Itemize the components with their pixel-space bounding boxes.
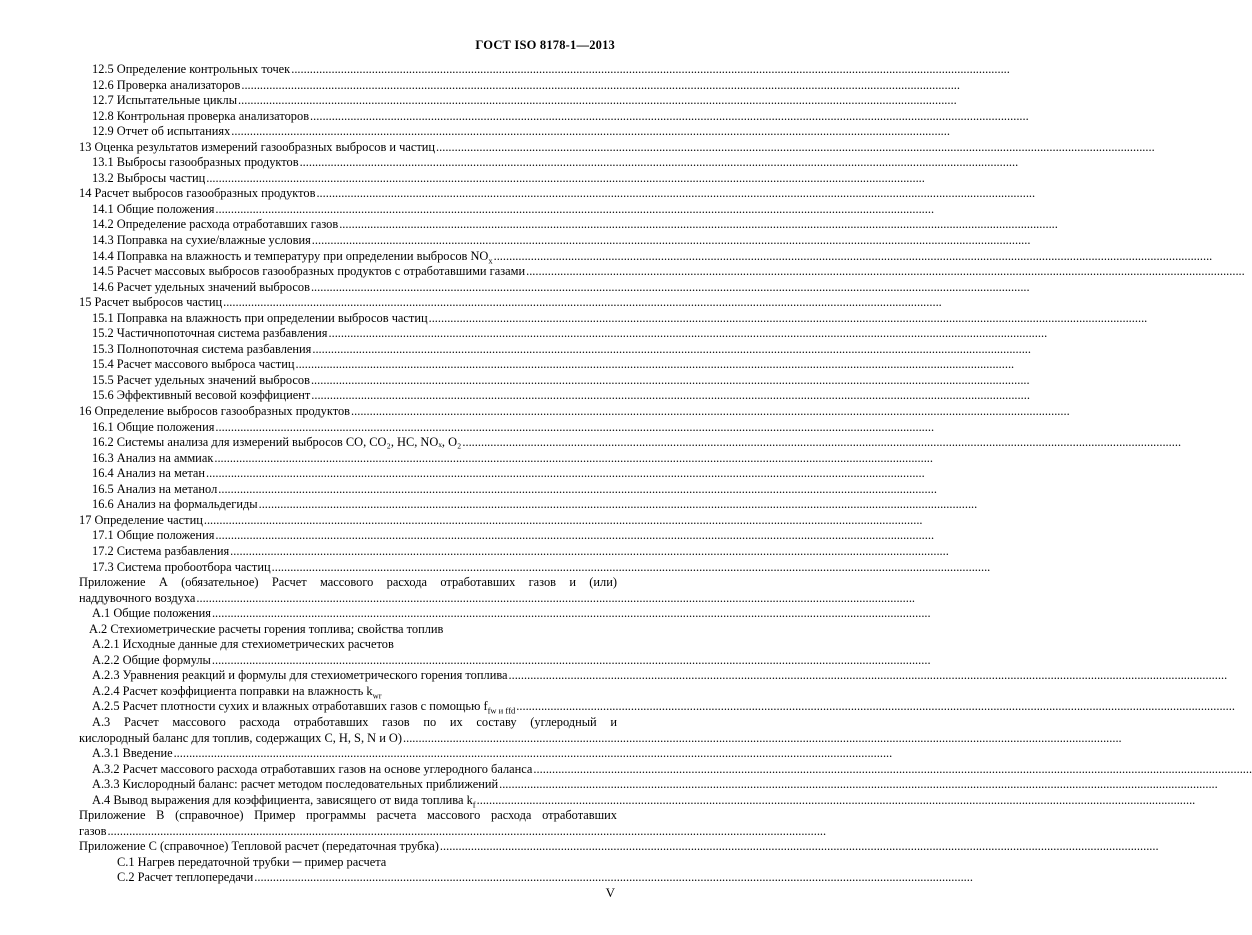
toc-entry-label: А.4 Вывод выражения для коэффициента, зависящего от вида топлива k [92,792,473,807]
toc-entry-text: 14.3 Поправка на сухие/влажные условия [92,233,311,248]
toc-entry-text: 17.2 Система разбавления [92,543,230,558]
toc-leader-dots [300,155,1019,171]
toc-leader-dots [509,668,1228,684]
toc-leader-dots [272,560,991,576]
toc-entry[interactable] [79,357,617,373]
toc-entry-text: 14.5 Расчет массовых выбросов газообразных продуктов с отработавшими газами [92,264,526,279]
toc-entry-text: 14.6 Расчет удельных значений выбросов [92,279,310,294]
toc-leader-dots [223,295,942,311]
toc-entry[interactable] [79,155,617,171]
toc-entry[interactable] [79,186,617,202]
toc-entry[interactable] [79,140,617,156]
toc-entry-text: 14.2 Определение расхода отработавших газов [92,217,339,232]
subscript: x [488,255,493,266]
toc-entry[interactable]: А.2 Стехиометрические расчеты горения топлива; свойства топлив [89,621,444,636]
toc-entry-text: 16.2 Системы анализа для измерений выбросов CO, CO₂, HC, NOₓ, O₂ [92,435,462,450]
toc-leader-dots [494,249,1213,265]
toc-entry-text: газов [79,823,107,838]
toc-entry[interactable] [79,824,617,840]
toc-entry[interactable]: А.2.1 Исходные данные для стехиометрических расчетов [92,637,394,652]
toc-entry-text: 15 Расчет выбросов частиц [79,295,223,310]
toc-leader-dots [204,513,923,529]
subscript: wr [372,690,382,701]
toc-entry-text: А.3.3 Кислородный баланс: расчет методом последовательных приближений [92,777,499,792]
toc-entry[interactable] [79,606,617,622]
toc-leader-dots [311,280,1030,296]
toc-leader-dots [215,528,934,544]
toc-leader-dots [436,140,1155,156]
toc-entry[interactable] [79,124,617,140]
toc-leader-dots [477,793,1196,809]
toc-entry[interactable] [79,93,617,109]
toc-leader-dots [212,606,931,622]
toc-leader-dots [206,171,925,187]
toc-entry[interactable] [79,373,617,389]
toc-entry-text: 16.3 Анализ на аммиак [92,450,214,465]
toc-entry-text: 14.1 Общие положения [92,201,215,216]
toc-leader-dots [295,357,1014,373]
toc-leader-dots [215,202,934,218]
toc-leader-dots [107,824,826,840]
toc-entry-text [92,249,493,265]
toc-leader-dots [259,497,978,513]
toc-entry[interactable] [79,435,617,451]
toc-entry-text: 12.6 Проверка анализаторов [92,77,241,92]
toc-entry-text: 12.5 Определение контрольных точек [92,62,291,76]
toc-entry-text: 15.1 Поправка на влажность при определении выбросов частиц [92,310,428,325]
toc-entry[interactable] [79,528,617,544]
toc-entry-text: 13.1 Выбросы газообразных продуктов [92,155,299,170]
toc-leader-dots [231,124,950,140]
toc-entry-text: наддувочного воздуха [79,590,196,605]
toc-entry-text: С.2 Расчет теплопередачи [117,870,254,885]
toc-entry-text: 15.4 Расчет массового выброса частиц [92,357,295,372]
subscript: fw и f [487,705,509,716]
toc-entry-text: 14 Расчет выбросов газообразных продуктов [79,186,316,201]
toc-entry-text: А.2.4 Расчет коэффициента поправки на влажность k [92,683,373,698]
toc-entry-text: 17 Определение частиц [79,512,203,527]
toc-entry-text: 17.1 Общие положения [92,528,215,543]
toc-leader-dots [212,653,931,669]
toc-entry[interactable] [79,109,617,125]
toc-entry[interactable] [79,264,617,280]
document-header: ГОСТ ISO 8178-1—2013 [475,38,615,52]
toc-leader-dots [312,233,1031,249]
toc-entry[interactable] [79,591,617,607]
toc-entry[interactable] [79,466,617,482]
toc-entry[interactable] [79,420,617,436]
toc-entry-text: 15.5 Расчет удельных значений выбросов [92,372,310,387]
toc-entry[interactable] [79,746,617,762]
toc-leader-dots [311,373,1030,389]
toc-leader-dots [196,591,915,607]
toc-entry[interactable]: С.1 Нагрев передаточной трубки ─ пример расчета [117,854,387,869]
appendix-a-title[interactable]: Приложение А (обязательное) Расчет массового расхода отработавших газов и (или) [79,575,617,590]
toc-entry[interactable] [79,280,617,296]
toc-entry-text: 16.4 Анализ на метан [92,466,206,481]
toc-leader-dots [429,311,1148,327]
toc-leader-dots [238,93,957,109]
toc-leader-dots [329,326,1048,342]
toc-entry-text: 13 Оценка результатов измерений газообразных выбросов и частиц [79,139,436,154]
toc-entry-text: Приложение С (справочное) Тепловой расчет (передаточная трубка) [79,839,439,854]
toc-entry-text: А.1 Общие положения [92,606,211,621]
toc-leader-dots [516,699,1235,715]
toc-entry[interactable] [79,482,617,498]
toc-entry[interactable] [79,684,617,700]
appendix-b-title[interactable]: Приложение В (справочное) Пример программы расчета массового расхода отработавших [79,808,617,823]
toc-entry-text: А.2.2 Общие формулы [92,652,211,667]
toc-leader-dots [440,839,1159,855]
toc-entry[interactable] [79,544,617,560]
toc-entry[interactable] [79,731,617,747]
toc-leader-dots [403,731,1122,747]
toc-leader-dots [462,435,1181,451]
toc-entry-text: 16.1 Общие положения [92,419,215,434]
toc-entry-label: А.2.5 Расчет плотности сухих и влажных отработавших газов с помощью f [92,699,488,714]
toc-entry-text: 17.3 Система пробоотбора частиц [92,559,271,574]
toc-leader-dots [339,217,1058,233]
toc-entry-text: 15.3 Полнопоточная система разбавления [92,341,312,356]
toc-entry[interactable] [79,668,617,684]
toc-leader-dots [218,482,937,498]
toc-entry-text: 16.6 Анализ на формальдегиды [92,497,258,512]
toc-entry-label: 14.4 Поправка на влажность и температуру при определении выбросов NO [92,248,489,263]
toc-entry[interactable] [79,249,617,265]
toc-leader-dots [351,404,1070,420]
toc-leader-dots [241,78,960,94]
toc-entry[interactable] [79,202,617,218]
toc-leader-dots [215,420,934,436]
toc-leader-dots [499,777,1218,793]
appendix-c-title[interactable] [79,839,617,855]
toc-leader-dots [311,388,1030,404]
toc-entry[interactable] [79,388,617,404]
toc-entry[interactable] [79,870,617,886]
toc-entry[interactable] [79,311,617,327]
toc-entry[interactable] [79,451,617,467]
toc-entry-text: 12.9 Отчет об испытаниях [92,124,231,139]
toc-entry-text: 16 Определение выбросов газообразных продуктов [79,404,351,419]
toc-entry[interactable] [79,62,617,78]
toc-entry-text: 15.2 Частичнопоточная система разбавления [92,326,328,341]
toc-entry[interactable] [79,560,617,576]
toc-entry-a3[interactable]: А.3 Расчет массового расхода отработавших газов по их составу (углеродный и [92,714,617,729]
toc-entry[interactable] [79,295,617,311]
toc-leader-dots [174,746,893,762]
toc-entry[interactable] [79,217,617,233]
subscript: fd [508,705,516,716]
toc-entry-text: 16.5 Анализ на метанол [92,481,218,496]
toc-entry[interactable] [79,404,617,420]
toc-entry-text [92,793,476,809]
toc-entry-text: кислородный баланс для топлив, содержащих C, H, S, N и O) [79,730,402,745]
toc-leader-dots [312,342,1031,358]
toc-leader-dots [254,870,973,886]
toc-entry[interactable] [79,78,617,94]
toc-entry[interactable] [79,793,617,809]
page-number: V [605,885,615,900]
toc-leader-dots [291,62,1010,78]
toc-leader-dots [206,466,925,482]
toc-entry[interactable] [79,777,617,793]
toc-leader-dots [230,544,949,560]
toc-entry-text: 12.7 Испытательные циклы [92,93,238,108]
toc-entry[interactable] [79,171,617,187]
toc-entry[interactable] [79,513,617,529]
toc-entry[interactable] [79,699,617,715]
toc-entry[interactable] [79,497,617,513]
toc-entry[interactable] [79,653,617,669]
subscript: f [472,799,476,810]
toc-entry-text: А.3.2 Расчет массового расхода отработавших газов на основе углеродного баланса [92,761,533,776]
table-of-contents [79,62,617,886]
toc-entry[interactable] [79,342,617,358]
toc-leader-dots [214,451,933,467]
toc-entry[interactable] [79,762,617,778]
toc-entry-text [92,699,515,715]
toc-leader-dots [310,109,1029,125]
toc-entry-text: 15.6 Эффективный весовой коэффициент [92,388,311,403]
toc-entry-text: А.3.1 Введение [92,746,173,761]
toc-entry[interactable] [79,326,617,342]
toc-entry[interactable] [79,233,617,249]
toc-leader-dots [533,762,1252,778]
toc-leader-dots [526,264,1245,280]
toc-leader-dots [316,186,1035,202]
toc-entry-text: А.2.3 Уравнения реакций и формулы для стехиометрического горения топлива [92,668,508,683]
toc-entry-text: 13.2 Выбросы частиц [92,170,206,185]
toc-entry-text: 12.8 Контрольная проверка анализаторов [92,108,310,123]
